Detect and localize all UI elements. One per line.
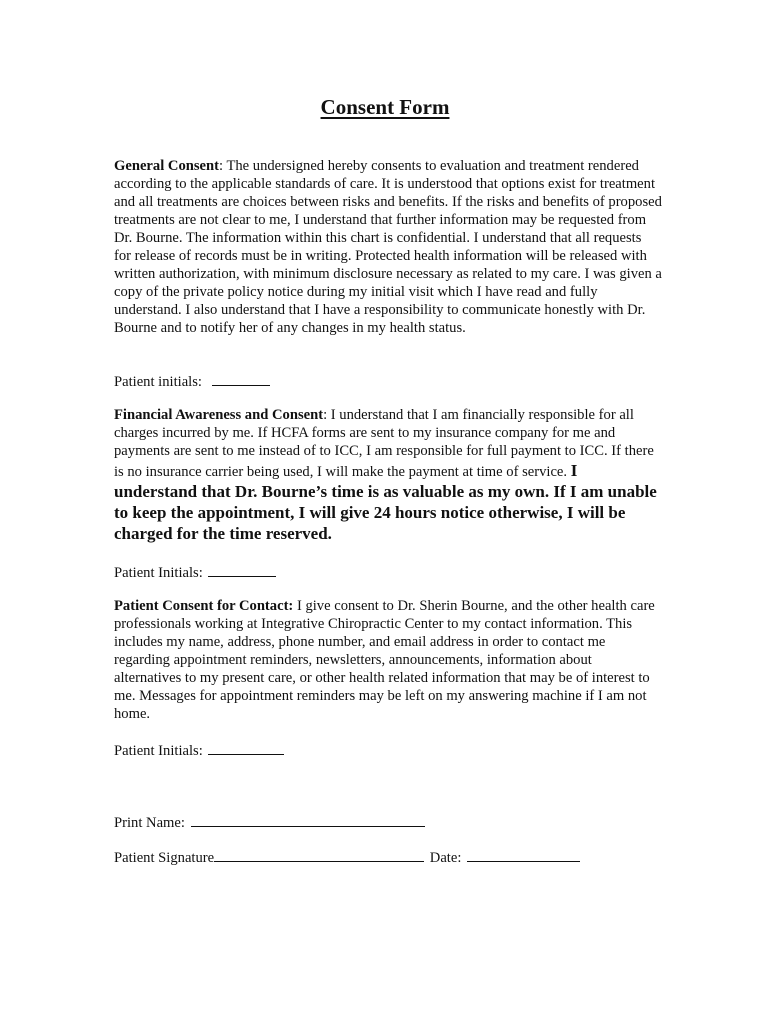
contact-consent-paragraph [114,597,662,723]
patient-initials-field-2[interactable] [208,562,276,577]
general-consent-paragraph [114,157,662,337]
patient-initials-row-3 [114,740,284,760]
print-name-row [114,812,425,832]
patient-initials-field-1[interactable] [212,371,270,386]
patient-initials-row-1 [114,371,270,391]
contact-consent-label: Patient Consent for Contact: [114,598,294,614]
financial-consent-emphasis: I understand that Dr. Bourne’s time is as valuable as my own. If I am unable to keep the appointment, I will give 24 hours notice otherwise, I will be charged for the time reserved. [114,461,657,543]
signature-row [114,847,580,867]
patient-initials-label-2: Patient Initials: [114,565,203,581]
patient-signature-label: Patient Signature [114,850,215,866]
print-name-field[interactable] [191,812,425,827]
general-consent-label: General Consent [114,158,219,174]
financial-consent-label: Financial Awareness and Consent [114,407,324,423]
patient-signature-field[interactable] [214,847,424,862]
general-consent-text: : The undersigned hereby consents to evaluation and treatment rendered according to the applicable standards of care. It is understood that options exist for treatment and all treatments are choices between risks and benefits. If the risks and benefits of proposed treatments are not clear to me, I understand that further information may be requested from Dr. Bourne. The information within this chart is confidential. I understand that all requests for release of records must be in writing. Protected health information will be released with written authorization, with minimum disclosure necessary as related to my care. I was given a copy of the private policy notice during my initial visit which I have read and fully understand. I also understand that I have a responsibility to communicate honestly with Dr. Bourne and to notify her of any changes in my health status. [114,158,662,336]
page-title: Consent Form [320,95,450,119]
patient-initials-label-1: Patient initials: [114,374,202,390]
print-name-label: Print Name: [114,815,185,831]
patient-initials-row-2 [114,562,276,582]
financial-consent-text: : I understand that I am financially responsible for all charges incurred by me. If HCFA forms are sent to my insurance company for me and payments are sent to me instead of to ICC, I am responsible for full payment to ICC. If there is no insurance carrier being used, I will make the payment at time of service. [114,407,654,480]
patient-initials-field-3[interactable] [208,740,284,755]
date-field[interactable] [467,847,580,862]
contact-consent-text: I give consent to Dr. Sherin Bourne, and the other health care professionals working at Integrative Chiropractic Center to my contact information. This includes my name, address, phone number, and email address in order to contact me regarding appointment reminders, newsletters, announcements, information about alternatives to my present care, or other health related information that may be of interest to me. Messages for appointment reminders may be left on my answering machine if I am not home. [114,598,655,722]
patient-initials-label-3: Patient Initials: [114,743,203,759]
date-label: Date: [429,850,462,866]
financial-consent-paragraph [114,406,662,544]
